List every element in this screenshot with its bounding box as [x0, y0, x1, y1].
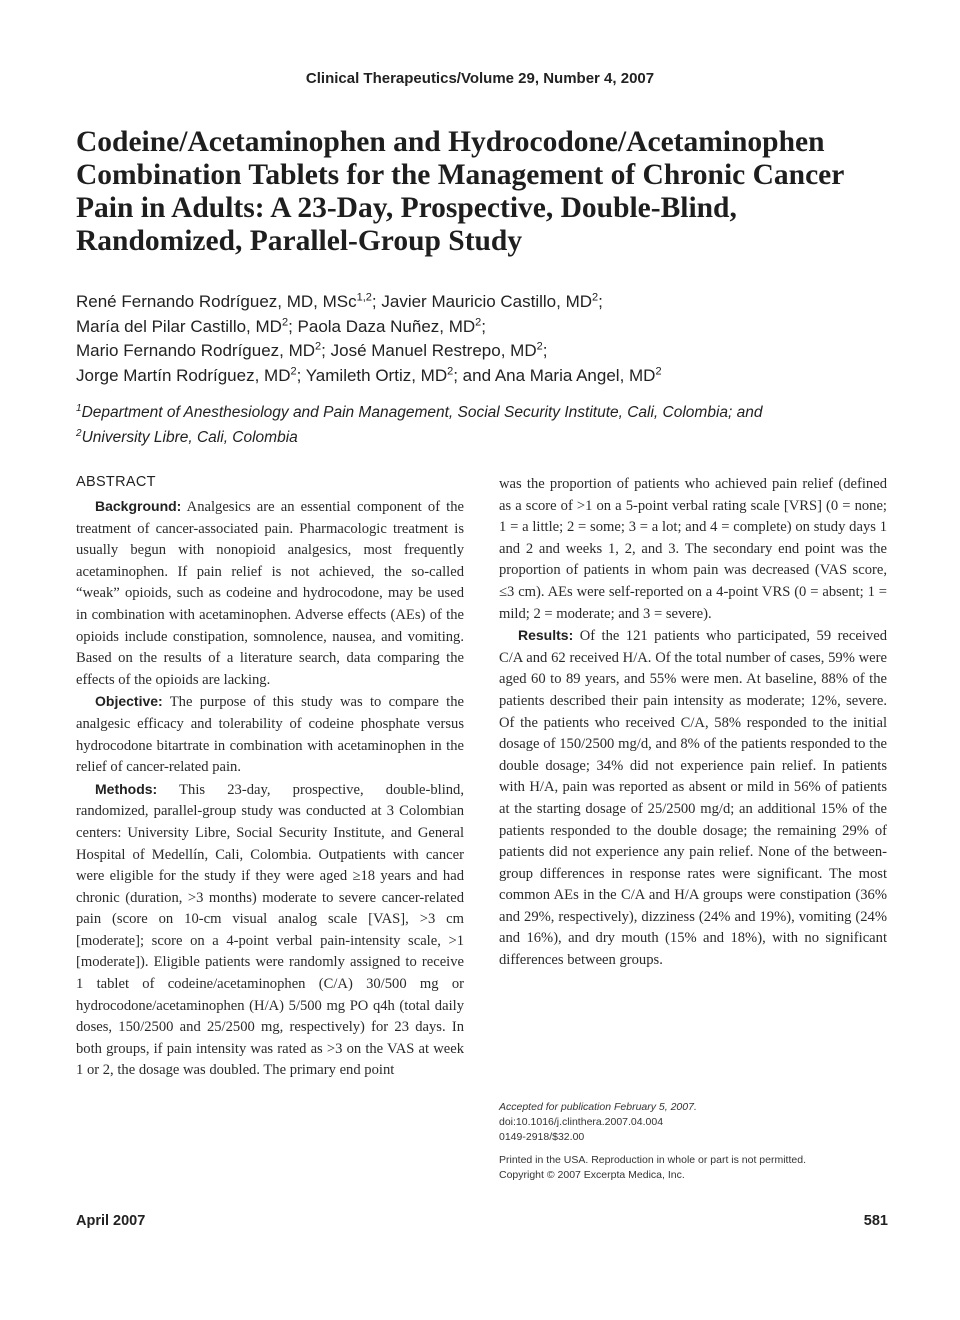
author-name: ; José Manuel Restrepo, MD — [321, 341, 537, 360]
author-name: René Fernando Rodríguez, MD, MSc — [76, 292, 357, 311]
author-line — [76, 339, 916, 364]
affiliation-marker: 2 — [655, 364, 662, 377]
author-separator: ; — [598, 292, 603, 311]
results-paragraph — [499, 625, 887, 972]
affiliation-marker: 2 — [592, 291, 599, 304]
objective-text: The purpose of this study was to compare the analgesic efficacy and tolerability of codeine phosphate versus hydrocodone bitartrate in combination with acetaminophen in the relief of cancer-related pain. — [76, 694, 465, 776]
affiliations — [76, 400, 916, 450]
affiliation-text: Department of Anesthesiology and Pain Management, Social Security Institute, Cali, Colombia; and — [81, 404, 763, 421]
affiliation-marker: 2 — [536, 340, 543, 353]
affiliation-line — [76, 425, 916, 450]
abstract-left-column — [76, 496, 464, 1082]
objective-label: Objective: — [95, 693, 163, 710]
running-head: Clinical Therapeutics/Volume 29, Number 4, 2007 — [305, 70, 655, 87]
background-paragraph — [76, 496, 464, 691]
author-name: Jorge Martín Rodríguez, MD — [76, 365, 291, 385]
title-line: Codeine/Acetaminophen and Hydrocodone/Acetaminophen — [76, 126, 825, 158]
affiliation-marker: 2 — [76, 427, 82, 439]
author-separator: ; — [542, 341, 548, 360]
author-name: ; Javier Mauricio Castillo, MD — [371, 292, 593, 311]
title-line: Randomized, Parallel-Group Study — [76, 225, 523, 257]
title-line: Pain in Adults: A 23-Day, Prospective, Double-Blind, — [76, 192, 737, 224]
reproduction-notice: Printed in the USA. Reproduction in whole or part is not permitted. — [499, 1154, 806, 1166]
author-name: María del Pilar Castillo, MD — [76, 316, 282, 336]
author-line — [76, 290, 916, 315]
author-name: ; Yamileth Ortiz, MD — [296, 365, 448, 385]
author-separator: ; — [481, 316, 487, 336]
methods-text: This 23-day, prospective, double-blind, randomized, parallel-group study was conducted at 3 Colombian centers: University Libre, Social Security Institute, and General Hospital of Medellín, Cali, Colombia. Outpatients with cancer were eligible for the study if they were aged ≥18 years and had chronic (duration, >3 months) moderate to severe cancer-related pain (score on 10-cm visual analog scale [VAS], >3 cm [moderate]; score on a 4-point verbal pain-intensity scale, >1 [moderate]). Eligible patients were randomly assigned to receive 1 tablet of codeine/acetaminophen (C/A) 30/500 mg or hydrocodone/acetaminophen (H/A) 5/500 mg PO q4h (total daily doses, 150/2500 and 25/2500 mg, respectively) for 23 days. In both groups, if pain intensity was rated as >3 on the VAS at week 1 or 2, the dosage was doubled. The primary end point — [76, 781, 464, 1079]
doi: doi:10.1016/j.clinthera.2007.04.004 — [499, 1116, 664, 1128]
issn: 0149-2918/$32.00 — [499, 1131, 585, 1143]
author-line — [76, 315, 916, 340]
author-name: ; Paola Daza Nuñez, MD — [288, 316, 476, 336]
affiliation-marker: 1,2 — [356, 291, 372, 304]
affiliation-marker: 1 — [76, 402, 82, 414]
author-name: Mario Fernando Rodríguez, MD — [76, 341, 316, 360]
affiliation-line — [76, 400, 916, 425]
abstract-right-column — [499, 474, 887, 972]
footer-date: April 2007 — [76, 1213, 146, 1229]
author-line — [76, 364, 916, 389]
objective-paragraph — [76, 691, 464, 778]
background-text: Analgesics are an essential component of the treatment of cancer-associated pain. Pharmacologic treatment is usually begun with nonopioid analgesics, most frequently acetaminophen. If pain relief is not achieved, the so-called “weak” opioids, such as codeine and hydrocodone, may be used in combination with acetaminophen. Adverse effects (AEs) of the opioids include constipation, somnolence, nausea, and vomiting. Based on the results of a literature search, data comparing the effects of the opioids are lacking. — [76, 499, 464, 688]
author-name: ; and Ana Maria Angel, MD — [453, 365, 656, 385]
affiliation-marker: 2 — [315, 340, 322, 353]
abstract-heading: ABSTRACT — [76, 474, 156, 490]
methods-paragraph — [76, 779, 464, 1082]
page-number: 581 — [863, 1213, 888, 1229]
copyright-notice: Copyright © 2007 Excerpta Medica, Inc. — [499, 1169, 685, 1181]
affiliation-text: University Libre, Cali, Colombia — [81, 429, 298, 446]
title-line: Combination Tablets for the Management of Chronic Cancer — [76, 159, 845, 191]
article-title — [76, 126, 896, 258]
affiliation-marker: 2 — [447, 364, 454, 377]
accepted-date: Accepted for publication February 5, 2007. — [499, 1101, 697, 1113]
author-list — [76, 290, 916, 388]
methods-label: Methods: — [95, 780, 158, 797]
affiliation-marker: 2 — [281, 315, 289, 328]
publication-notes — [499, 1100, 889, 1183]
results-text: Of the 121 patients who participated, 59 received C/A and 62 received H/A. Of the total number of cases, 59% were aged 60 to 89 years, and 55% were men. At baseline, 88% of the patients described their pain intensity as moderate; 12%, severe. Of the patients who received C/A, 58% responded to the initial dosage of 150/2500 mg/d, and 8% of the patients responded to the double dosage; 34% did not experience pain relief. In patients with H/A, pain was reported as absent or mild in 56% of patients at the starting dosage of 25/2500 mg/d; an additional 15% of the patients responded to the double dosage; the remaining 29% of patients did not experience any pain relief. None of the between-group differences in response rates were significant. The most common AEs in the C/A and H/A groups were constipation (36% and 29%, respectively), dizziness (24% and 19%), vomiting (24% and 16%), and dry mouth (15% and 18%), with no significant differences between groups. — [499, 628, 887, 969]
methods-continuation: was the proportion of patients who achieved pain relief (defined as a score of >1 on a 5-point verbal rating scale [VRS] (0 = none; 1 = a little; 2 = some; 3 = a lot; and 4 = complete) on study days 1 and 2 and weeks 1, 2, and 3. The secondary end point was the proportion of patients in whom pain was decreased (VAS score, ≤3 cm). AEs were self-reported on a 4-point VRS (0 = absent; 1 = mild; 2 = moderate; and 3 = severe). — [499, 476, 887, 622]
affiliation-marker: 2 — [290, 364, 297, 377]
background-label: Background: — [95, 498, 182, 514]
results-label: Results: — [518, 627, 574, 644]
affiliation-marker: 2 — [475, 315, 482, 328]
